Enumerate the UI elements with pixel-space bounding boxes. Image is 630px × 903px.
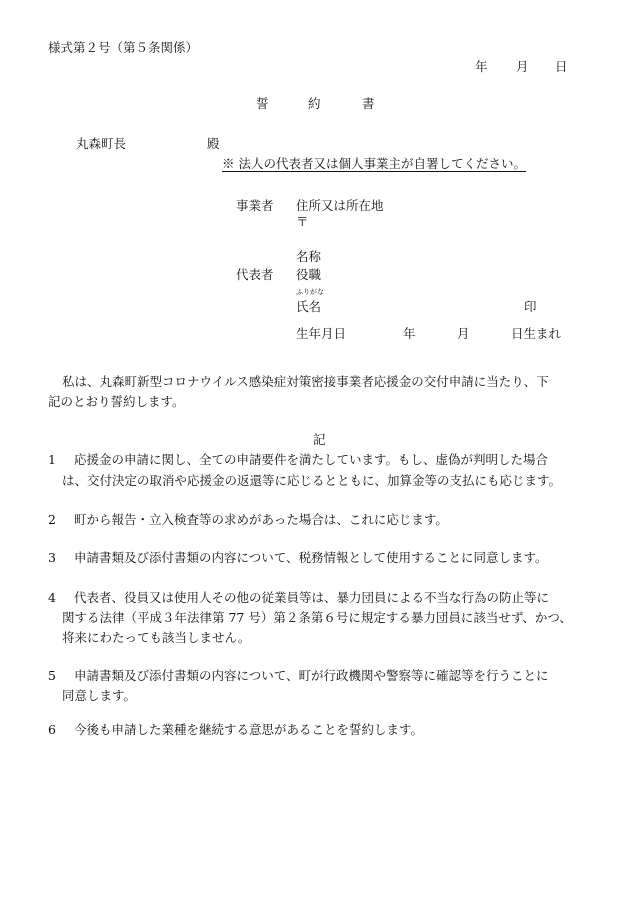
item-4-line-1: 代表者、役員又は使用人その他の従業員等は、暴力団員による不当な行為の防止等に — [74, 590, 550, 605]
item-3-line-1: 申請書類及び添付書類の内容について、税務情報として使用することに同意します。 — [74, 550, 548, 565]
document-title — [256, 96, 269, 111]
title-char-3: 書 — [362, 96, 375, 111]
title-char-1: 誓 — [256, 96, 269, 111]
item-1-line-2: は、交付決定の取消や応援金の返還等に応じるとともに、加算金等の支払にも応じます。 — [62, 473, 562, 488]
furigana-label: ふりがな — [296, 288, 324, 296]
item-4-number: 4 — [48, 590, 56, 605]
addressee-honorific: 殿 — [207, 136, 220, 151]
dob-day-label: 日生まれ — [511, 326, 562, 341]
business-label: 事業者 — [236, 198, 274, 213]
date-day-label: 日 — [555, 59, 568, 74]
company-name-label: 名称 — [296, 249, 322, 264]
addressee-name: 丸森町長 — [76, 136, 127, 151]
item-6-line-1: 今後も申請した業種を継続する意思があることを誓約します。 — [74, 722, 424, 737]
form-number: 様式第２号（第５条関係） — [48, 40, 199, 55]
intro-line-1: 私は、丸森町新型コロナウイルス感染症対策密接事業者応援金の交付申請に当たり、下 — [62, 374, 549, 389]
item-4-line-3: 将来にわたっても該当しません。 — [62, 630, 251, 645]
title-char-2: 約 — [308, 96, 321, 111]
representative-label: 代表者 — [236, 267, 274, 282]
item-1-number: 1 — [48, 452, 56, 467]
ki-heading: 記 — [313, 432, 326, 447]
date-month-label: 月 — [516, 59, 529, 74]
intro-line-2: 記のとおり誓約します。 — [48, 394, 185, 409]
date-year-label: 年 — [475, 59, 488, 74]
self-sign-note: ※ 法人の代表者又は個人事業主が自署してください。 — [222, 156, 526, 171]
position-label: 役職 — [296, 267, 322, 282]
postal-mark: 〒 — [296, 214, 309, 229]
item-1-line-1: 応援金の申請に関し、全ての申請要件を満たしています。もし、虚偽が判明した場合 — [74, 452, 549, 467]
item-5-number: 5 — [48, 668, 56, 683]
person-name-label: 氏名 — [296, 299, 322, 314]
item-5-line-1: 申請書類及び添付書類の内容について、町が行政機関や警察等に確認等を行うことに — [74, 668, 549, 683]
seal-mark: 印 — [524, 299, 537, 314]
item-6-number: 6 — [48, 722, 56, 737]
item-3-number: 3 — [48, 550, 56, 565]
dob-label: 生年月日 — [296, 326, 347, 341]
item-4-line-2: 関する法律（平成３年法律第 77 号）第２条第６号に規定する暴力団員に該当せず、かつ、 — [62, 610, 572, 625]
item-5-line-2: 同意します。 — [62, 688, 137, 703]
address-label: 住所又は所在地 — [296, 198, 384, 213]
dob-month-label: 月 — [457, 326, 470, 341]
item-2-line-1: 町から報告・立入検査等の求めがあった場合は、これに応じます。 — [74, 512, 448, 527]
dob-year-label: 年 — [403, 326, 416, 341]
item-2-number: 2 — [48, 512, 56, 527]
